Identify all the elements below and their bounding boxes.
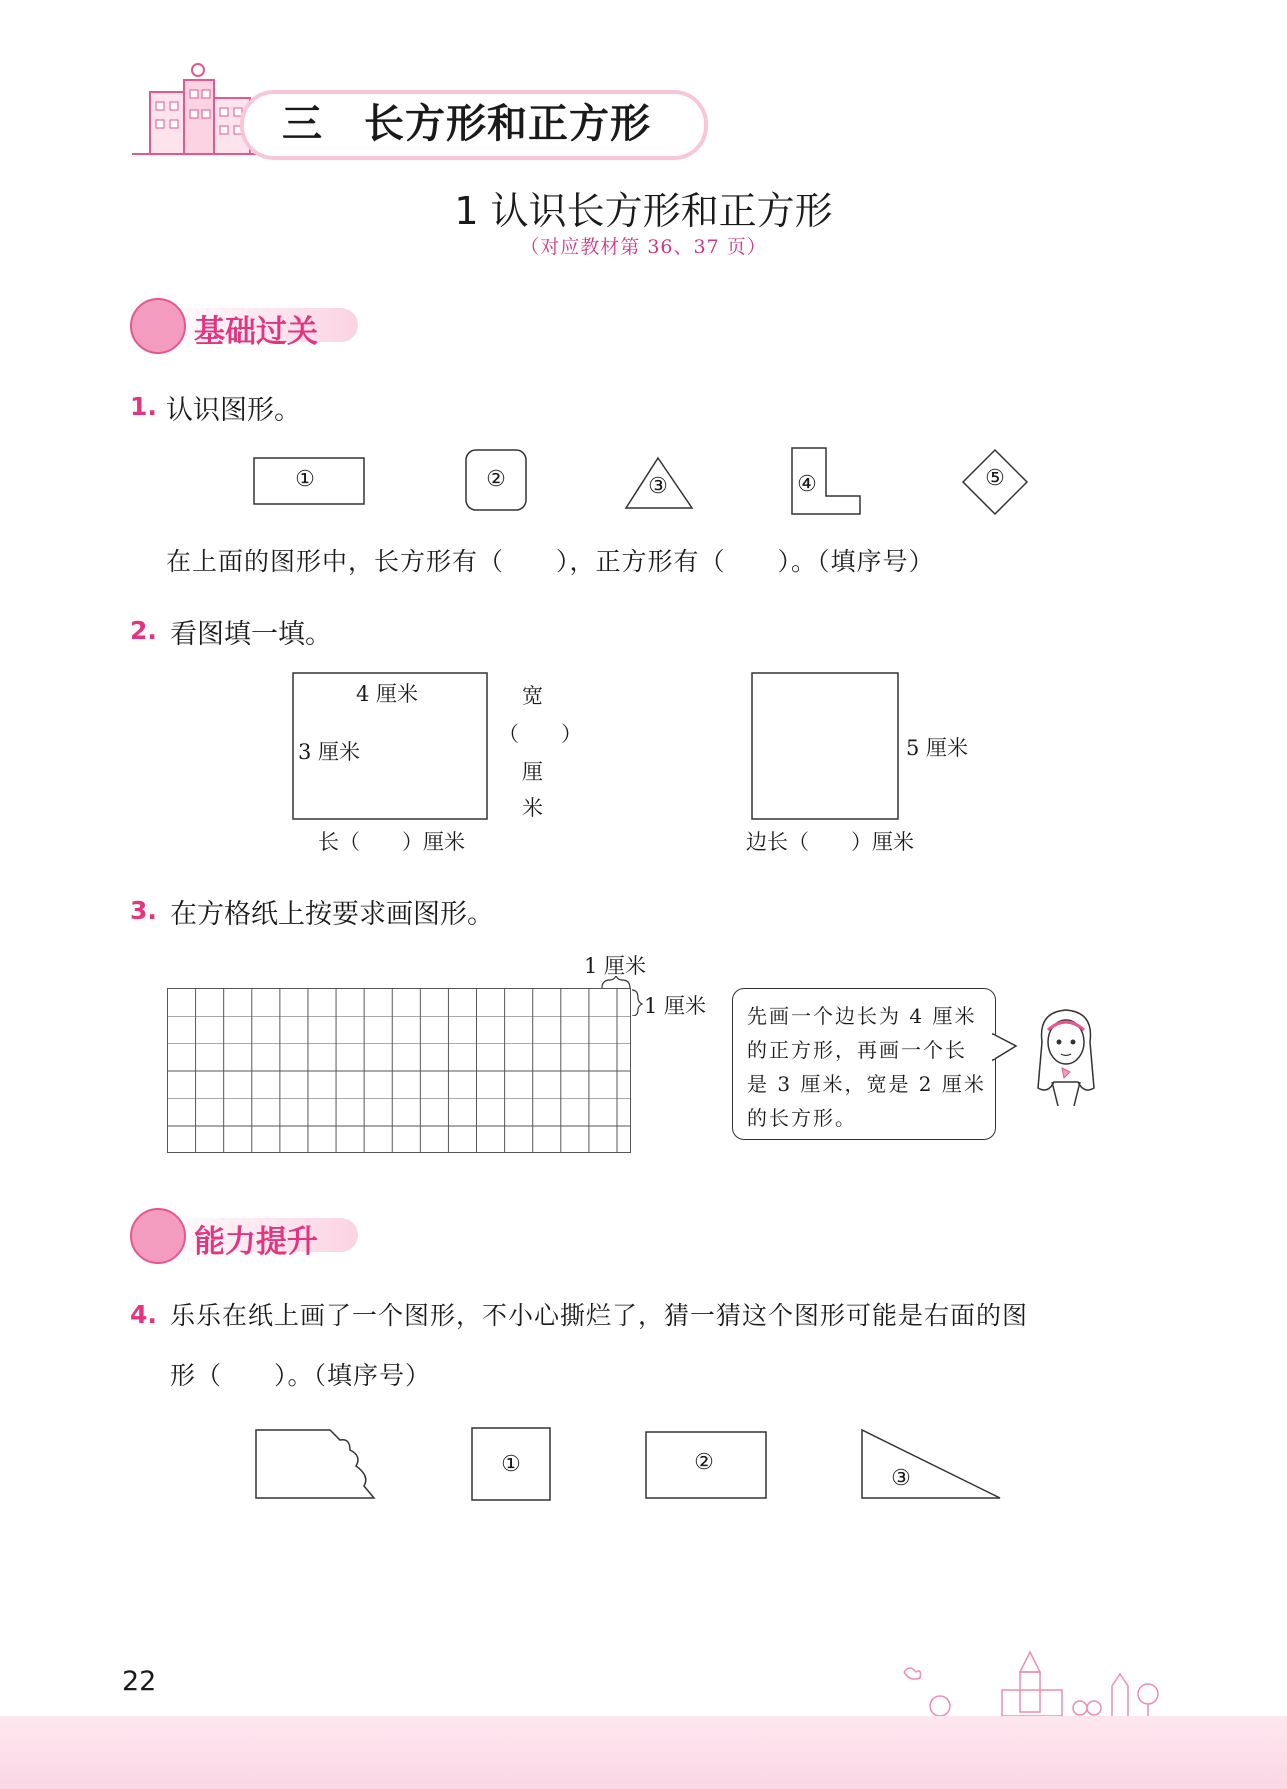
rect-left-label: 3 厘米 bbox=[298, 740, 361, 764]
drawing-grid[interactable] bbox=[167, 988, 631, 1153]
q4-shape-triangle-3 bbox=[862, 1430, 1000, 1498]
shape-label-1: ① bbox=[295, 467, 315, 492]
lesson-title: 1 认识长方形和正方形 bbox=[454, 189, 833, 233]
q1-shapes bbox=[240, 440, 1040, 540]
section-label-basic: 基础过关 bbox=[194, 314, 318, 350]
width-blank: （ ） bbox=[498, 722, 582, 746]
q4-shape-label-2: ② bbox=[694, 1450, 714, 1475]
shape-label-2: ② bbox=[486, 467, 506, 492]
width-label-char: 宽 bbox=[522, 684, 543, 708]
page-number: 22 bbox=[122, 1666, 157, 1697]
width-unit-char-1: 厘 bbox=[522, 760, 543, 784]
width-unit-char-2: 米 bbox=[522, 796, 543, 820]
shape-label-3: ③ bbox=[648, 474, 668, 499]
question-4-line-2: 形（ ）。（填序号） bbox=[170, 1361, 432, 1390]
square-bottom-label: 边长（ ）厘米 bbox=[746, 830, 914, 854]
rect-bottom-label: 长（ ）厘米 bbox=[318, 830, 465, 854]
grid-right-label: 1 厘米 bbox=[644, 994, 707, 1018]
question-prompt-2: 看图填一填。 bbox=[170, 619, 332, 650]
question-prompt-1: 认识图形。 bbox=[166, 395, 301, 426]
q4-shape-label-3: ③ bbox=[891, 1466, 911, 1491]
lesson-reference: （对应教材第 36、37 页） bbox=[520, 236, 767, 258]
girl-illustration-icon bbox=[1028, 1002, 1104, 1112]
question-prompt-3: 在方格纸上按要求画图形。 bbox=[170, 899, 494, 930]
grid-top-label: 1 厘米 bbox=[584, 954, 647, 978]
rect-top-label: 4 厘米 bbox=[356, 682, 419, 706]
question-number-2: 2. bbox=[130, 616, 157, 645]
question-4-line-1: 乐乐在纸上画了一个图形，不小心撕烂了，猜一猜这个图形可能是右面的图 bbox=[170, 1301, 1029, 1330]
shape-label-5: ⑤ bbox=[985, 466, 1005, 491]
square-5 bbox=[752, 673, 898, 819]
section-badge-basic bbox=[130, 298, 380, 354]
question-number-4: 4. bbox=[130, 1300, 157, 1329]
section-label-advanced: 能力提升 bbox=[194, 1224, 318, 1260]
speech-text: 先画一个边长为 4 厘米的正方形，再画一个长是 3 厘米，宽是 2 厘米的长方形。 bbox=[747, 1004, 986, 1130]
question-number-1: 1. bbox=[130, 392, 157, 421]
student-face-icon bbox=[130, 298, 186, 354]
q1-fill-text: 在上面的图形中，长方形有（ ），正方形有（ ）。（填序号） bbox=[166, 547, 935, 576]
student-face-icon bbox=[130, 1208, 186, 1264]
q4-shape-label-1: ① bbox=[501, 1452, 521, 1477]
chapter-title: 三 长方形和正方形 bbox=[282, 101, 651, 147]
torn-shape bbox=[256, 1430, 374, 1498]
section-badge-advanced bbox=[130, 1208, 380, 1264]
chapter-banner bbox=[140, 84, 705, 160]
footer-band bbox=[0, 1716, 1287, 1789]
speech-bubble bbox=[732, 988, 996, 1140]
speech-bubble-tail bbox=[990, 1030, 1020, 1070]
shape-label-4: ④ bbox=[797, 472, 817, 497]
square-right-label: 5 厘米 bbox=[906, 736, 969, 760]
castle-illustration-icon bbox=[880, 1650, 1180, 1720]
question-number-3: 3. bbox=[130, 896, 157, 925]
